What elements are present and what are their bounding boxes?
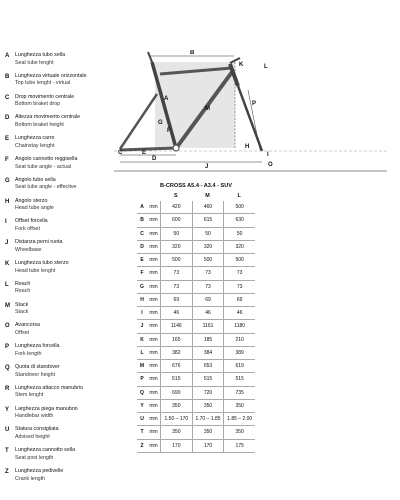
legend-letter: A [5, 53, 10, 59]
legend-label-it: Statura consigliata [15, 426, 59, 433]
row-value: 73 [192, 267, 224, 279]
bottom-bracket [173, 145, 179, 151]
row-value: 1146 [160, 320, 192, 332]
row-value: 73 [160, 267, 192, 279]
diagram-label-o: O [268, 162, 273, 168]
row-value: 73 [223, 281, 255, 293]
table-row [137, 201, 255, 214]
diagram-label-h: H [245, 144, 250, 150]
row-value: 46 [160, 307, 192, 319]
row-value: 500 [223, 254, 255, 266]
row-unit: mm [149, 429, 158, 436]
row-unit: mm [149, 204, 158, 210]
legend-label-it: Lunghezza cannotto sella [15, 447, 76, 454]
row-letter: P [140, 376, 144, 383]
row-value: 460 [192, 201, 224, 213]
bike-geometry-diagram [112, 50, 395, 180]
legend-label-en: Seat tube lenght [15, 59, 54, 66]
legend-label-en: Chainstay lenght [15, 142, 55, 149]
legend-item-p [5, 343, 133, 364]
row-value: 320 [160, 241, 192, 253]
row-value: 500 [223, 201, 255, 213]
row-value: 175 [223, 440, 255, 452]
row-letter: U [140, 416, 144, 422]
row-unit: mm [149, 336, 158, 343]
geometry-table [137, 181, 255, 453]
legend-label-en: Fork offset [15, 225, 40, 232]
row-value: 384 [192, 347, 224, 359]
row-value: 350 [160, 426, 192, 438]
table-body [137, 201, 255, 453]
table-row [137, 347, 255, 360]
legend-label-en: Head tube angle [15, 205, 54, 212]
row-unit: mm [149, 349, 158, 356]
row-value: 170 [192, 440, 224, 452]
legend-label-en: Seat tube angle - effective [15, 184, 77, 191]
table-row [137, 360, 255, 373]
diagram-label-c: C [118, 150, 123, 156]
legend-label-it: Lunghezza carro [15, 135, 55, 142]
row-letter: H [140, 296, 144, 303]
row-value: 320 [223, 241, 255, 253]
row-value: 1180 [223, 320, 255, 332]
table-row [137, 413, 255, 426]
legend-label-en: Advised height [15, 433, 50, 440]
legend-label-en: Head tube lenght [15, 267, 56, 274]
row-value: 46 [192, 307, 224, 319]
row-unit: mm [149, 296, 158, 303]
legend-letter: T [5, 448, 9, 455]
legend-text [15, 198, 54, 219]
table-title: B-CROSS A5.4 - A3.4 - SUV [159, 183, 232, 189]
legend-text [15, 447, 75, 468]
legend-label-en: Stack [15, 309, 29, 316]
legend-label-it: Lunghezza tubo sterzo [15, 259, 69, 266]
row-value: 46 [223, 307, 255, 319]
legend-text [15, 177, 76, 198]
row-letter: J [140, 323, 144, 330]
legend-label-en: Stem lenght [15, 392, 44, 399]
row-value: 69 [223, 294, 255, 306]
diagram-label-f: F [167, 128, 171, 134]
row-value: 50 [160, 228, 192, 240]
row-unit: mm [149, 217, 158, 224]
row-letter: M [139, 363, 145, 369]
legend-text [15, 156, 77, 177]
legend-label-it: Drop movimento centrale [15, 93, 75, 100]
legend-text [15, 218, 48, 239]
legend-item-i [5, 218, 133, 239]
table-row [137, 373, 255, 386]
legend-label-it: Lunghezza pedivelle [15, 467, 64, 474]
row-unit: mm [149, 270, 158, 277]
row-value: 73 [160, 281, 192, 293]
row-value: 1.85 – 2.00 [223, 413, 255, 425]
legend-letter: K [5, 260, 10, 267]
row-value: 165 [160, 334, 192, 346]
diagram-label-j: J [205, 164, 209, 170]
legend-letter: Q [5, 364, 10, 371]
legend-item-k [5, 260, 133, 281]
legend-label-it: Avancorsa [15, 322, 40, 329]
legend-letter: Z [5, 468, 9, 475]
row-letter: K [140, 336, 144, 343]
row-value: 350 [223, 400, 255, 412]
row-value: 619 [223, 360, 255, 372]
row-letter: E [140, 257, 144, 263]
legend-letter: E [5, 136, 10, 143]
legend-label-en: Seat post length [15, 454, 54, 461]
legend-item-h [5, 198, 133, 219]
row-value: 350 [192, 400, 224, 412]
legend-text [15, 426, 59, 447]
table-row [137, 294, 255, 307]
row-letter: Z [140, 442, 144, 449]
legend-label-it: Stack [15, 301, 29, 308]
table-row [137, 387, 255, 400]
row-letter: L [140, 349, 144, 356]
legend-text [15, 114, 80, 135]
legend-text [15, 322, 40, 343]
diagram-label-p: P [252, 101, 257, 107]
row-value: 1.70 – 1.85 [192, 413, 224, 425]
legend-item-y [5, 406, 133, 427]
legend-text [15, 364, 60, 385]
legend-text [15, 385, 83, 406]
row-value: 515 [160, 373, 192, 385]
diagram-label-k: K [239, 62, 244, 68]
row-value: 676 [160, 360, 192, 372]
legend-item-l [5, 281, 133, 302]
legend-item-t [5, 447, 133, 468]
legend-letter: L [5, 281, 9, 288]
table-row [137, 228, 255, 241]
row-value: 73 [223, 267, 255, 279]
legend-label-en: Bottom braket drop [15, 101, 61, 108]
chainstay [120, 148, 176, 150]
row-letter: F [140, 270, 144, 277]
legend-label-it: Lunghezza forcella [15, 343, 60, 350]
row-letter: B [140, 217, 144, 224]
legend-letter: O [5, 323, 10, 330]
row-value: 653 [192, 360, 224, 372]
legend-label-en: Reach [15, 288, 31, 295]
row-value: 73 [192, 281, 224, 293]
table-row [137, 281, 255, 294]
legend-label-en: Offset [15, 329, 30, 336]
row-value: 185 [192, 334, 224, 346]
legend-text [15, 52, 65, 73]
row-value: 720 [192, 387, 224, 399]
row-letter: G [140, 283, 144, 290]
legend-label-en: Top tube lenght - virtual [15, 80, 71, 87]
legend-letter: I [5, 219, 7, 226]
legend-text [15, 73, 87, 94]
legend-label-en: Bottom braket height [15, 121, 64, 128]
table-row [137, 426, 255, 439]
diagram-label-a: A [164, 96, 169, 102]
diagram-label-g: G [158, 120, 163, 126]
row-value: 615 [192, 214, 224, 226]
row-unit: mm [149, 243, 158, 250]
seatstay [120, 94, 157, 149]
row-unit: mm [149, 363, 158, 369]
row-unit: mm [149, 257, 158, 263]
legend-text [15, 239, 62, 260]
row-unit: mm [149, 442, 158, 449]
table-row [137, 320, 255, 333]
legend-letter: Y [5, 406, 10, 413]
table-row [137, 241, 255, 254]
legend-label-it: Reach [15, 280, 31, 287]
legend-letter: G [5, 177, 10, 184]
row-value: 210 [223, 334, 255, 346]
row-unit: mm [149, 230, 158, 237]
legend-letter: R [5, 385, 10, 392]
table-header-row [137, 192, 255, 201]
row-letter: D [140, 243, 144, 250]
legend-label-it: Lunghezza attacco manubrio [15, 384, 84, 391]
table-row [137, 214, 255, 227]
legend-label-it: Lunghezza virtuale orizzontale [15, 72, 87, 79]
legend-label-it: Angolo cannotto reggisella [15, 155, 78, 162]
legend-text [15, 406, 78, 427]
row-value: 1161 [192, 320, 224, 332]
row-letter: C [140, 230, 144, 237]
legend-letter: F [5, 156, 9, 163]
row-value: 170 [160, 440, 192, 452]
legend-text [15, 343, 59, 364]
table-row [137, 400, 255, 413]
diagram-label-b: B [190, 50, 195, 56]
legend-label-it: Quota di standover [15, 363, 60, 370]
table-row [137, 267, 255, 280]
row-value: 350 [160, 400, 192, 412]
row-value: 69 [192, 294, 224, 306]
row-letter: Q [140, 389, 144, 396]
row-value: 350 [223, 426, 255, 438]
table-row [137, 440, 255, 453]
row-value: 50 [192, 228, 224, 240]
legend-letter: B [5, 73, 10, 80]
legend-letter: H [5, 198, 10, 205]
legend-label-it: Larghezza piega manubrio [15, 405, 78, 412]
row-letter: T [140, 429, 144, 436]
table-row [137, 334, 255, 347]
seat-post [148, 52, 152, 62]
row-value: 500 [160, 254, 192, 266]
legend-text [15, 281, 30, 302]
row-value: 515 [223, 373, 255, 385]
diagram-label-d: D [152, 156, 157, 162]
legend-text [15, 94, 74, 115]
legend-label-en: Wheelbase [15, 246, 42, 253]
legend-letter: J [5, 240, 9, 247]
legend-label-en: Handlebar width [15, 413, 54, 420]
row-value: 389 [223, 347, 255, 359]
row-value: 690 [160, 387, 192, 399]
legend-label-en: Standover height [15, 371, 56, 378]
legend-text [15, 302, 28, 323]
legend-letter: P [5, 344, 10, 351]
legend-label-it: Altezza movimento centrale [15, 114, 81, 121]
table-row [137, 254, 255, 267]
row-unit: mm [149, 310, 158, 316]
row-unit: mm [149, 376, 158, 383]
legend-letter: U [5, 427, 10, 434]
row-value: 320 [192, 241, 224, 253]
row-value: 350 [192, 426, 224, 438]
row-value: 630 [223, 214, 255, 226]
diagram-label-l: L [264, 64, 268, 70]
size-s-header: S [174, 193, 178, 199]
row-value: 382 [160, 347, 192, 359]
diagram-label-m: M [205, 106, 210, 112]
row-letter: Y [140, 402, 144, 409]
legend-text [15, 135, 54, 156]
size-m-header: M [205, 193, 210, 199]
diagram-label-e: E [142, 150, 147, 156]
row-value: 735 [223, 387, 255, 399]
legend-label-it: Distanza perni ruota [15, 239, 63, 246]
legend-item-j [5, 239, 133, 260]
row-value: 600 [160, 214, 192, 226]
legend-label-en: Fork length [15, 350, 42, 357]
legend-text [15, 468, 63, 489]
legend-letter: D [5, 115, 10, 122]
legend-item-z [5, 468, 133, 489]
legend-label-it: Lunghezza tubo sella [15, 52, 66, 58]
row-unit: mm [149, 283, 158, 290]
legend-label-en: Crank length [15, 475, 46, 482]
row-letter: I [141, 310, 143, 316]
legend-item-r [5, 385, 133, 406]
row-value: 515 [192, 373, 224, 385]
row-unit: mm [149, 323, 158, 330]
row-unit: mm [149, 389, 158, 396]
legend-item-o [5, 322, 133, 343]
table-row [137, 307, 255, 320]
row-unit: mm [149, 402, 158, 409]
row-value: 500 [192, 254, 224, 266]
size-l-header: L [237, 193, 241, 199]
legend-item-u [5, 426, 133, 447]
row-value: 69 [160, 294, 192, 306]
row-value: 1.50 – 170 [160, 413, 192, 425]
legend-item-q [5, 364, 133, 385]
legend-letter: M [5, 302, 10, 309]
legend-item-m [5, 302, 133, 323]
legend-text [15, 260, 69, 281]
legend-letter: C [5, 94, 10, 101]
legend-label-en: Seat tube angle - actual [15, 163, 71, 170]
legend-label-it: Angolo tubo sella [15, 176, 56, 183]
legend-label-it: Offset forcella [15, 218, 48, 225]
legend-label-it: Angolo sterzo [15, 197, 48, 204]
diagram-label-i: I [267, 152, 269, 158]
row-unit: mm [149, 416, 158, 422]
row-value: 420 [160, 201, 192, 213]
row-letter: A [140, 204, 144, 210]
row-value: 50 [223, 228, 255, 240]
